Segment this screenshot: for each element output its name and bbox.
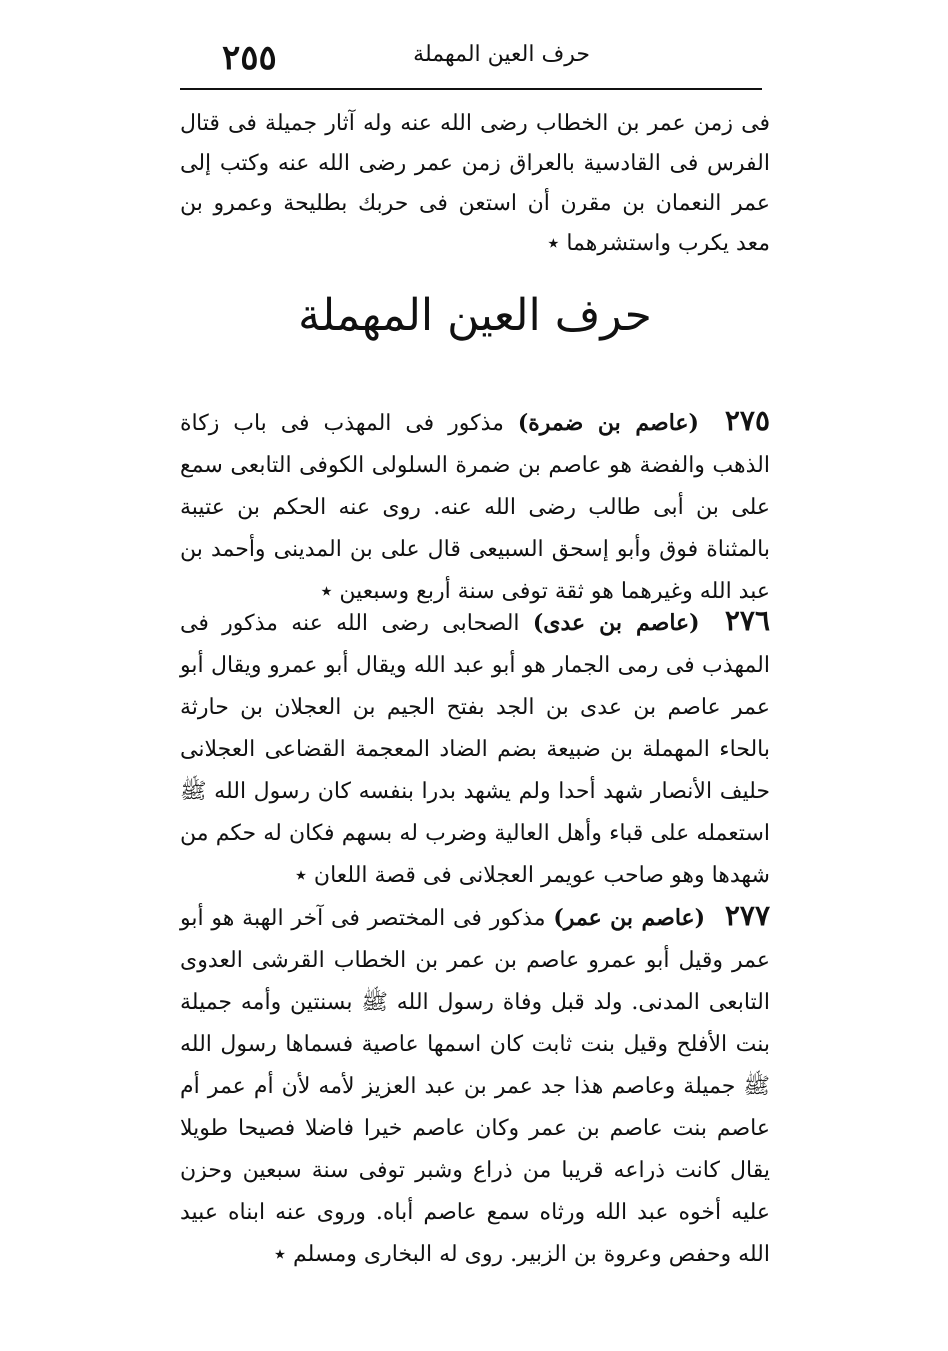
entry-276 [180,600,770,897]
entry-275 [180,400,770,613]
entry-name: (عاصم بن ضمرة) [517,410,699,436]
entry-name: (عاصم بن عمر) [553,905,706,931]
page-header [190,38,750,88]
intro-text: فى زمن عمر بن الخطاب رضى الله عنه وله آثار جميلة فى قتال الفرس فى القادسية بالعراق زمن عمر رضى الله عنه وكتب إلى عمر النعمان بن مقرن أن استعن فى حربك بطليحة وعمرو بن معد يكرب واستشرهما ٭ [180,111,770,256]
page-number: ٢٥٥ [222,38,277,78]
entry-text: مذكور فى المختصر فى آخر الهبة هو أبو عمر وقيل أبو عمرو عاصم بن عمر بن الخطاب القرشى العدوى التابعى المدنى. ولد قبل وفاة رسول الله ﷺ بسنتين وأمه جميلة بنت الأفلح وقيل بنت ثابت كان اسمها عاصية فسماها رسول الله ﷺ جميلة وعاصم هذا جد عمر بن عبد العزيز لأمه لأن أم عمر أم عاصم بنت عاصم بن عمر وكان عاصم خيرا فاضلا فصيحا طويلا يقال كانت ذراعه قريبا من ذراع وشبر توفى سنة سبعين وحزن عليه أخوه عبد الله ورثاه سمع عاصم أباه. وروى عنه ابناه عبيد الله وحفص وعروة بن الزبير. روى له البخارى ومسلم ٭ [180,906,770,1267]
section-title: حرف العين المهملة [298,290,652,341]
intro-paragraph [180,104,770,264]
entry-text: مذكور فى المهذب فى باب زكاة الذهب والفضة هو عاصم بن ضمرة السلولى الكوفى التابعى سمع على بن أبى طالب رضى الله عنه. روى عنه الحكم بن عتيبة بالمثناة فوق وأبو إسحق السبيعى قال على بن المدينى وأحمد بن عبد الله وغيرهما هو ثقة توفى سنة أربع وسبعين ٭ [180,411,770,604]
entry-number: ٢٧٧ [724,899,771,932]
entry-number: ٢٧٥ [724,404,771,437]
running-title: حرف العين المهملة [413,42,590,67]
header-divider [180,88,762,90]
entry-text: الصحابى رضى الله عنه مذكور فى المهذب فى رمى الجمار هو أبو عبد الله ويقال أبو عمرو ويقال أبو عمر عاصم بن عدى بن الجد بفتح الجيم بن العجلان بن حارثة بالحاء المهملة بن ضبيعة بضم الضاد المعجمة القضاعى العجلانى حليف الأنصار شهد أحدا ولم يشهد بدرا بنفسه كان رسول الله ﷺ استعمله على قباء وأهل العالية وضرب له بسهم فكان له حكم من شهدها وهو صاحب عويمر العجلانى فى قصة اللعان ٭ [180,611,770,888]
entry-number: ٢٧٦ [724,604,770,637]
entry-277 [180,895,770,1276]
entry-name: (عاصم بن عدى) [532,610,700,636]
